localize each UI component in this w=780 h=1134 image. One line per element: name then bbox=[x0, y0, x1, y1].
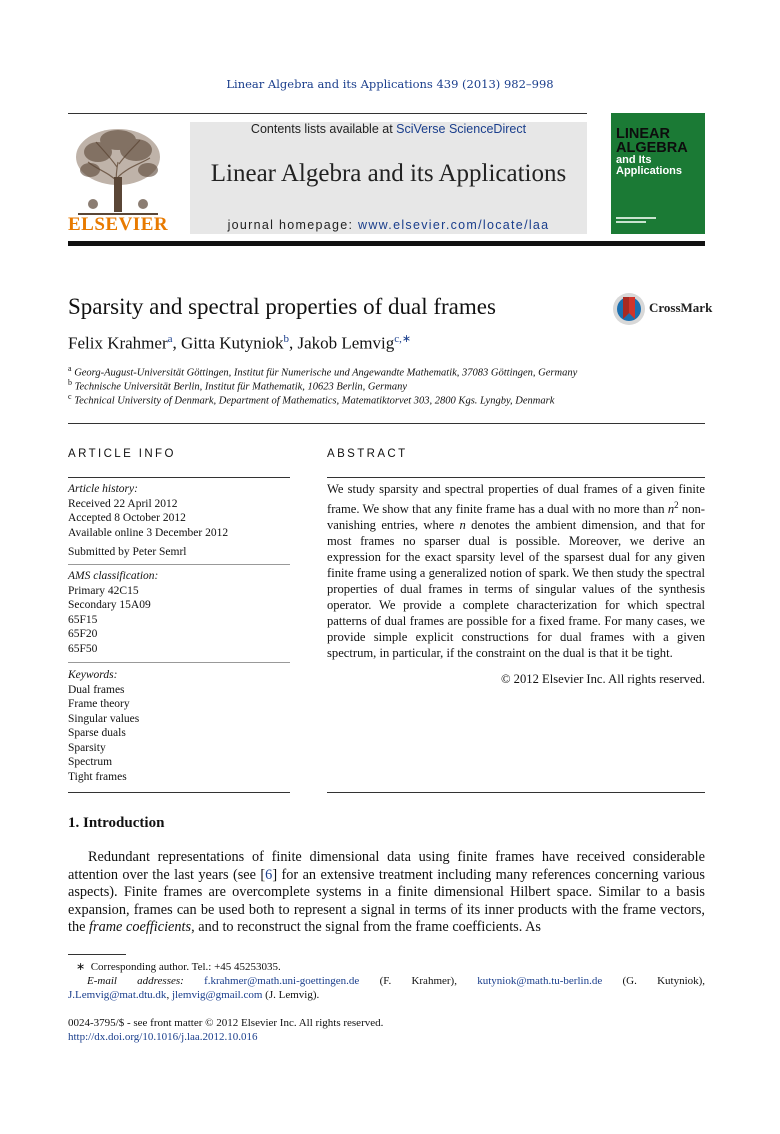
contents-prefix: Contents lists available at bbox=[250, 122, 397, 136]
abstract-rule bbox=[327, 792, 705, 793]
author-list: Felix Krahmer$^a$, Gitta Kutyniok$^b$, Jakob Lemvig$^{c,∗}$ bbox=[68, 333, 412, 353]
email-link[interactable]: J.Lemvig@mat.dtu.dk bbox=[68, 989, 167, 1001]
abstract-heading: ABSTRACT bbox=[327, 448, 408, 460]
footnote-star: ∗ bbox=[76, 961, 86, 973]
article-history bbox=[68, 482, 290, 540]
keyword: Tight frames bbox=[68, 770, 127, 783]
keyword: Frame theory bbox=[68, 698, 130, 710]
keywords bbox=[68, 668, 290, 784]
ams-code: Primary 42C15 bbox=[68, 584, 139, 597]
author-name: Felix Krahmer bbox=[68, 333, 168, 353]
info-rule bbox=[68, 564, 290, 565]
email-separator: , bbox=[166, 989, 170, 1001]
email-owner: (J. Lemvig). bbox=[265, 989, 320, 1001]
doi-link[interactable]: http://dx.doi.org/10.1016/j.laa.2012.10.016 bbox=[68, 1031, 258, 1043]
intro-part: , and to reconstruct the signal from the frame coefficients. As bbox=[191, 919, 541, 936]
keyword: Sparse duals bbox=[68, 727, 126, 739]
introduction-paragraph bbox=[68, 849, 705, 937]
info-rule bbox=[68, 477, 290, 478]
corresponding-author: Corresponding author. Tel.: +45 45253035. bbox=[90, 961, 281, 973]
footnote-corresponding bbox=[68, 960, 705, 974]
affiliation bbox=[68, 392, 554, 407]
homepage-line bbox=[190, 218, 587, 232]
front-matter: 0024-3795/$ - see front matter © 2012 Elsevier Inc. All rights reserved. bbox=[68, 1017, 384, 1029]
journal-title: Linear Algebra and its Applications bbox=[210, 160, 567, 187]
received-date: Received 22 April 2012 bbox=[68, 497, 178, 510]
keyword: Spectrum bbox=[68, 756, 113, 768]
keyword: Sparsity bbox=[68, 741, 106, 754]
email-owner: (G. Kutyniok), bbox=[622, 975, 706, 987]
ams-code: 65F15 bbox=[68, 613, 98, 626]
author-sup[interactable]: b bbox=[283, 333, 289, 345]
ams-classification bbox=[68, 569, 290, 656]
elsevier-wordmark: ELSEVIER bbox=[68, 214, 169, 235]
header-thick-rule bbox=[68, 241, 705, 246]
ams-code: Secondary 15A09 bbox=[68, 599, 151, 611]
affil-sup: b bbox=[68, 378, 72, 387]
author-name: Gitta Kutyniok bbox=[181, 333, 284, 353]
intro-part: ] for an extensive treatment including many references concerning various aspects). Finite frames are overcomplete systems in a finite dimensional Hilbert space. Similar to a basis expansion, frames can be used both to represent a signal in terms of its inner products with the frame vectors, the bbox=[68, 866, 705, 936]
cover-line1: LINEAR bbox=[616, 126, 670, 142]
header-rule bbox=[68, 113, 587, 114]
intro-emphasis: frame coefficients bbox=[89, 919, 192, 936]
article-info-heading: ARTICLE INFO bbox=[68, 448, 176, 460]
author-sup[interactable]: a bbox=[167, 333, 173, 345]
keyword: Singular values bbox=[68, 712, 140, 725]
intro-part: Redundant representations of finite dimensional data using finite frames have received considerable attention over the last years (see [ bbox=[68, 849, 705, 883]
abstract-text bbox=[327, 481, 705, 661]
math-n: n bbox=[459, 518, 466, 533]
footnote-emails bbox=[68, 974, 705, 988]
abstract-part: We study sparsity and spectral properties of dual frames of a given finite frame. We show that any finite frame has a dual with no more than bbox=[327, 482, 705, 517]
abstract-part: denotes the ambient dimension, and that for most frames no sparser dual is possible. Moreover, we derive an expression for the exact sparsity level of the sparsest dual for any given finite frame using a generalized notion of spark. We then study the spectral properties of dual frames in terms of singular values of the synthesis operator. We provide a complete characterization for which spectral patterns of dual frames are possible for a fixed frame. For many cases, we provide simple explicit constructions for dual frames with a given spectrum, in particular, if the constraint on the dual is that it be tight. bbox=[327, 518, 705, 661]
cover-fineprint-icon bbox=[616, 217, 676, 225]
reference-link[interactable]: 6 bbox=[265, 866, 273, 883]
affiliation bbox=[68, 378, 407, 393]
homepage-prefix: journal homepage: bbox=[227, 218, 358, 232]
cover-line3: and Its bbox=[616, 154, 652, 166]
affil-sup: a bbox=[68, 364, 72, 373]
doi-line bbox=[68, 1031, 258, 1043]
author-name: Jakob Lemvig bbox=[297, 333, 395, 353]
affil-text: Technische Universität Berlin, Institut für Mathematik, 10623 Berlin, Germany bbox=[74, 381, 407, 393]
affil-text: Technical University of Denmark, Department of Mathematics, Matematiktorvet 303, 2800 Kgs. Lyngby, Denmark bbox=[74, 395, 555, 407]
journal-cover bbox=[611, 113, 705, 234]
section-rule bbox=[68, 423, 705, 424]
online-date: Available online 3 December 2012 bbox=[68, 526, 229, 539]
abstract-part: non-vanishing entries, where bbox=[327, 502, 706, 533]
abstract-rule bbox=[327, 477, 705, 478]
affiliation bbox=[68, 364, 577, 379]
ams-code: 65F50 bbox=[68, 642, 98, 655]
cover-line4: Applications bbox=[616, 165, 683, 177]
journal-citation: Linear Algebra and its Applications 439 (2013) 982–998 bbox=[226, 77, 554, 91]
ams-code: 65F20 bbox=[68, 628, 98, 640]
submitted-by: Submitted by Peter Semrl bbox=[68, 546, 187, 558]
email-link[interactable]: jlemvig@gmail.com bbox=[171, 989, 263, 1001]
email-label: E-mail addresses: bbox=[87, 975, 184, 987]
keyword: Dual frames bbox=[68, 683, 125, 696]
cover-title bbox=[616, 127, 704, 177]
info-rule bbox=[68, 662, 290, 663]
article-title: Sparsity and spectral properties of dual frames bbox=[68, 294, 496, 319]
crossmark-label[interactable]: CrossMark bbox=[649, 300, 713, 315]
affil-text: Georg-August-Universität Göttingen, Institut für Numerische und Angewandte Mathematik, 37083 Göttingen, Germany bbox=[74, 367, 578, 379]
copyright-notice: © 2012 Elsevier Inc. All rights reserved. bbox=[500, 672, 705, 686]
email-owner: (F. Krahmer), bbox=[379, 975, 457, 987]
homepage-link[interactable]: www.elsevier.com/locate/laa bbox=[358, 218, 550, 232]
math-sup: 2 bbox=[674, 500, 679, 510]
footnote-rule bbox=[68, 954, 126, 955]
contents-line bbox=[190, 122, 587, 136]
keywords-label: Keywords: bbox=[68, 669, 118, 681]
math-n: n bbox=[667, 502, 675, 517]
footnote-emails-cont bbox=[68, 988, 705, 1002]
info-rule bbox=[68, 792, 290, 793]
sciencedirect-link[interactable]: SciVerse ScienceDirect bbox=[396, 122, 527, 136]
email-link[interactable]: f.krahmer@math.uni-goettingen.de bbox=[204, 975, 360, 987]
accepted-date: Accepted 8 October 2012 bbox=[68, 512, 186, 524]
email-link[interactable]: kutyniok@math.tu-berlin.de bbox=[477, 975, 603, 987]
cover-line2: ALGEBRA bbox=[616, 140, 688, 156]
ams-label: AMS classification: bbox=[68, 570, 159, 582]
author-sup[interactable]: c,∗ bbox=[394, 333, 412, 345]
section-heading-introduction: 1. Introduction bbox=[68, 815, 165, 831]
history-label: Article history: bbox=[68, 483, 138, 495]
affil-sup: c bbox=[68, 392, 72, 401]
